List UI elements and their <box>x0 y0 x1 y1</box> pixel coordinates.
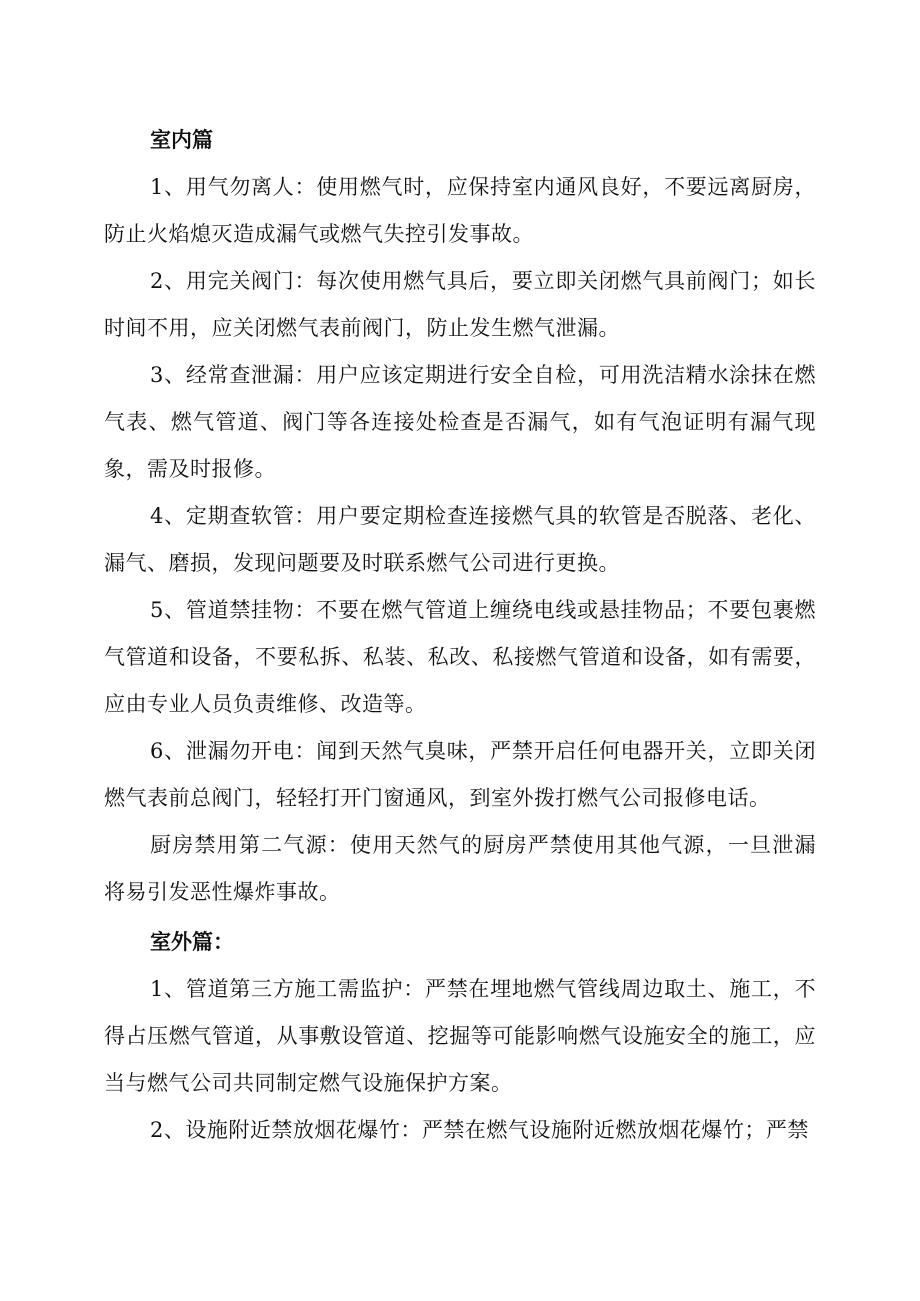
indoor-item-5: 5、管道禁挂物：不要在燃气管道上缠绕电线或悬挂物品；不要包裹燃气管道和设备，不要私拆、私装、私改、私接燃气管道和设备，如有需要，应由专业人员负责维修、改造等。 <box>104 598 816 716</box>
outdoor-item-2: 2、设施附近禁放烟花爆竹：严禁在燃气设施附近燃放烟花爆竹；严禁 <box>150 1118 809 1142</box>
section-heading-indoor: 室内篇 <box>150 128 213 152</box>
indoor-item-6: 6、泄漏勿开电：闻到天然气臭味，严禁开启任何电器开关，立即关闭燃气表前总阀门，轻轻打开门窗通风，到室外拨打燃气公司报修电话。 <box>104 739 816 810</box>
indoor-item-3: 3、经常查泄漏：用户应该定期进行安全自检，可用洗洁精水涂抹在燃气表、燃气管道、阀门等各连接处检查是否漏气，如有气泡证明有漏气现象，需及时报修。 <box>104 363 816 481</box>
section-heading-outdoor: 室外篇： <box>150 930 234 954</box>
outdoor-item-1: 1、管道第三方施工需监护：严禁在埋地燃气管线周边取土、施工，不得占压燃气管道，从事敷设管道、挖掘等可能影响燃气设施安全的施工，应当与燃气公司共同制定燃气设施保护方案。 <box>104 977 816 1095</box>
indoor-item-kitchen: 厨房禁用第二气源：使用天然气的厨房严禁使用其他气源，一旦泄漏将易引发恶性爆炸事故。 <box>104 833 816 904</box>
indoor-item-1: 1、用气勿离人：使用燃气时，应保持室内通风良好，不要远离厨房，防止火焰熄灭造成漏气或燃气失控引发事故。 <box>104 175 816 246</box>
document-page <box>104 118 816 1154</box>
indoor-item-4: 4、定期查软管：用户要定期检查连接燃气具的软管是否脱落、老化、漏气、磨损，发现问题要及时联系燃气公司进行更换。 <box>104 504 816 575</box>
indoor-item-2: 2、用完关阀门：每次使用燃气具后，要立即关闭燃气具前阀门；如长时间不用，应关闭燃气表前阀门，防止发生燃气泄漏。 <box>104 269 816 340</box>
